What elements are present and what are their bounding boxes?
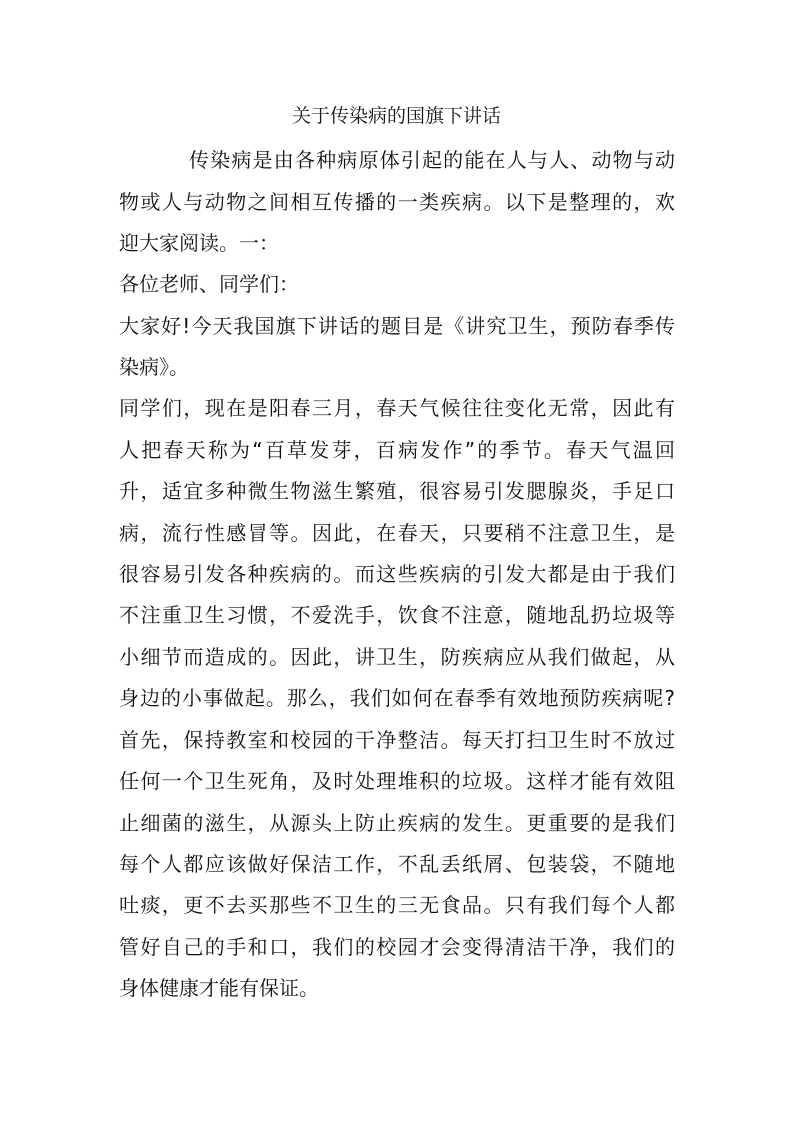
paragraph-line: 升，适宜多种微生物滋生繁殖，很容易引发腮腺炎，手足口 [119,479,675,503]
paragraph-line: 迎大家阅读。一： [119,231,279,255]
paragraph-line: 很容易引发各种疾病的。而这些疾病的引发大都是由于我们 [119,562,675,586]
paragraph-line: 各位老师、同学们： [119,272,299,296]
paragraph-line: 传染病是由各种病原体引起的能在人与人、动物与动 [189,148,675,172]
paragraph-line: 首先，保持教室和校园的干净整洁。每天打扫卫生时不放过 [119,728,675,752]
document-title: 关于传染病的国旗下讲话 [291,105,501,127]
paragraph-line: 身边的小事做起。那么，我们如何在春季有效地预防疾病呢? [119,686,675,710]
paragraph-line: 不注重卫生习惯，不爱洗手，饮食不注意，随地乱扔垃圾等 [119,603,675,627]
paragraph-line: 管好自己的手和口，我们的校园才会变得清洁干净，我们的 [119,935,675,959]
paragraph-line: 止细菌的滋生，从源头上防止疾病的发生。更重要的是我们 [119,811,675,835]
paragraph-line: 物或人与动物之间相互传播的一类疾病。以下是整理的，欢 [119,190,675,214]
paragraph-line: 大家好!今天我国旗下讲话的题目是《讲究卫生，预防春季传 [119,314,675,338]
paragraph-line: 染病》。 [119,355,189,379]
paragraph-line: 病，流行性感冒等。因此，在春天，只要稍不注意卫生，是 [119,521,675,545]
paragraph-line: 每个人都应该做好保洁工作，不乱丢纸屑、包装袋，不随地 [119,852,675,876]
paragraph-line: 小细节而造成的。因此，讲卫生，防疾病应从我们做起，从 [119,645,675,669]
paragraph-line: 任何一个卫生死角，及时处理堆积的垃圾。这样才能有效阻 [119,769,675,793]
paragraph-line: 身体健康才能有保证。 [119,976,319,1000]
paragraph-line: 人把春天称为“百草发芽，百病发作”的季节。春天气温回 [119,438,675,462]
paragraph-line: 同学们，现在是阳春三月，春天气候往往变化无常，因此有 [119,396,675,420]
paragraph-line: 吐痰，更不去买那些不卫生的三无食品。只有我们每个人都 [119,893,675,917]
